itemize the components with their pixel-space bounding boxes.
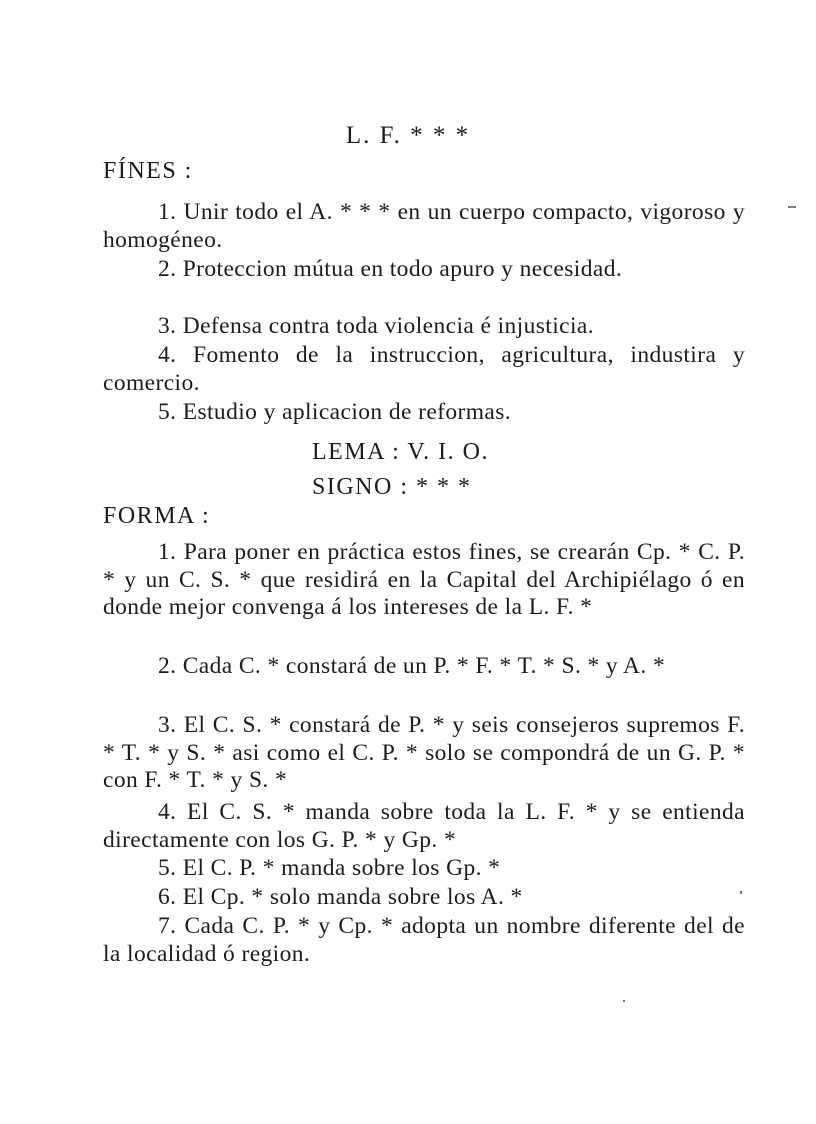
forma-item-2: 2. Cada C. * constará de un P. * F. * T. * S. * y A. * <box>158 653 666 679</box>
forma-heading: FORMA : <box>103 503 211 529</box>
scan-speck <box>740 891 742 894</box>
fines-item-4: 4. Fomento de la instruccion, agricultura, industira y comercio. <box>103 342 745 396</box>
signo-line: SIGNO : * * * <box>312 474 472 500</box>
forma-item-4: 4. El C. S. * manda sobre toda la L. F. * y se entienda directamente con los G. P. * y Gp. * <box>103 799 745 853</box>
forma-item-1: 1. Para poner en práctica estos fines, se crearán Cp. * C. P. * y un C. S. * que residirá en la Capital del Archipiélago ó en donde mejor convenga á los intereses de la L. F. * <box>103 539 745 620</box>
scan-speck <box>788 206 796 208</box>
forma-item-3: 3. El C. S. * constará de P. * y seis consejeros supremos F. * T. * y S. * asi como el C. P. * solo se compondrá de un G. P. * con F. * T. * y S. * <box>103 712 745 793</box>
lema-line: LEMA : V. I. O. <box>312 439 489 465</box>
page-title: L. F. * * * <box>345 122 471 149</box>
fines-item-5: 5. Estudio y aplicacion de reformas. <box>158 399 512 425</box>
fines-item-2: 2. Proteccion mútua en todo apuro y necesidad. <box>158 256 623 282</box>
forma-item-7: 7. Cada C. P. * y Cp. * adopta un nombre diferente del de la localidad ó region. <box>103 913 745 967</box>
fines-item-3: 3. Defensa contra toda violencia é injusticia. <box>158 313 595 339</box>
forma-item-5: 5. El C. P. * manda sobre los Gp. * <box>158 855 501 881</box>
fines-item-1: 1. Unir todo el A. * * * en un cuerpo compacto, vigoroso y homogéneo. <box>103 199 745 253</box>
fines-heading: FÍNES : <box>103 158 193 184</box>
scan-speck <box>623 1000 625 1002</box>
forma-item-6: 6. El Cp. * solo manda sobre los A. * <box>158 884 523 910</box>
